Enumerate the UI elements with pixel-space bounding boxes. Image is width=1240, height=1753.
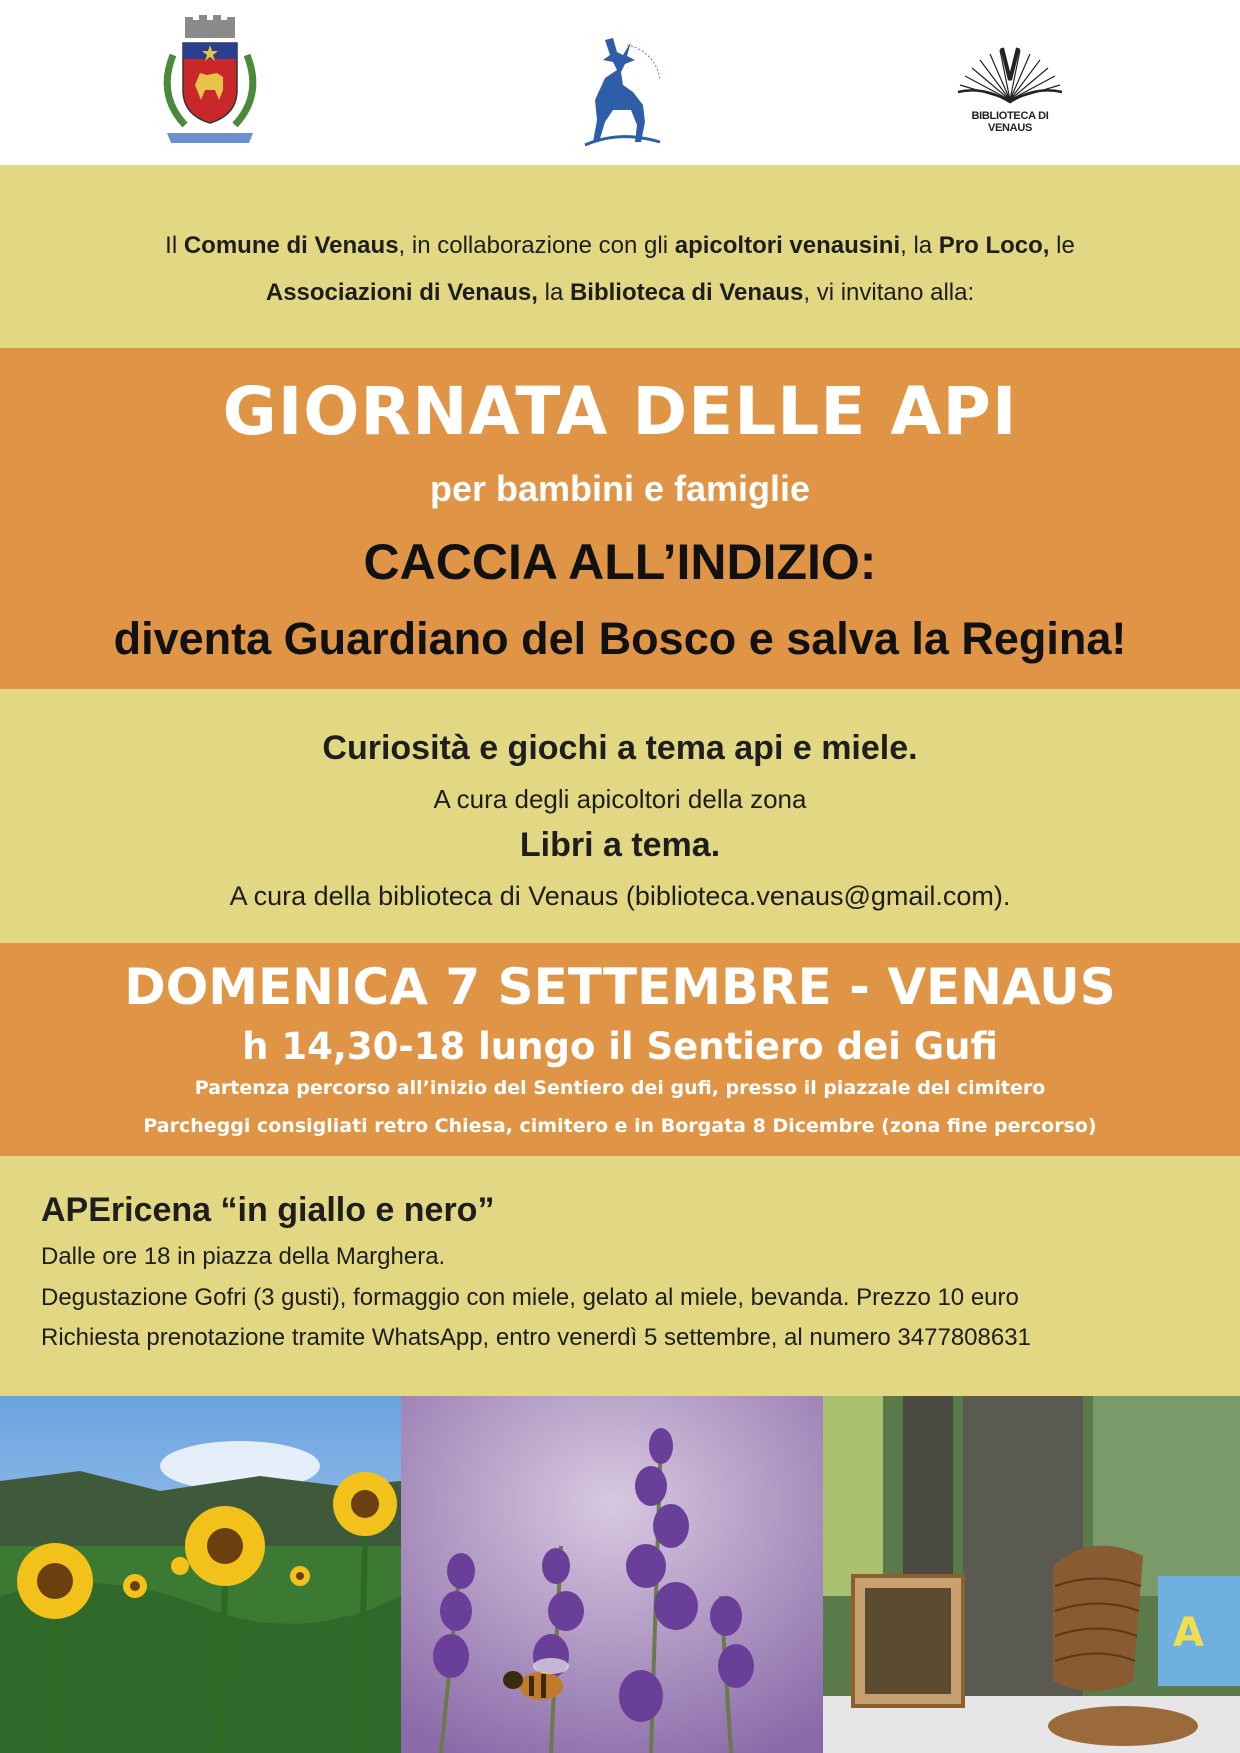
apericena-title: APEricena “in giallo e nero” bbox=[41, 1191, 495, 1229]
event-subtitle: per bambini e famiglie bbox=[429, 468, 811, 509]
activity-curiosities-credit: A cura degli apicoltori della zona bbox=[433, 784, 807, 814]
biblioteca-label: BIBLIOTECA DI VENAUS bbox=[971, 110, 1049, 134]
event-date: DOMENICA 7 SETTEMBRE - VENAUS bbox=[124, 958, 1116, 1016]
event-parking: Parcheggi consigliati retro Chiesa, cimitero e in Borgata 8 Dicembre (zona fine percorso) bbox=[143, 1115, 1097, 1137]
event-time: h 14,30-18 lungo il Sentiero dei Gufi bbox=[242, 1025, 998, 1068]
intro-section bbox=[0, 165, 1240, 348]
activities-section bbox=[0, 689, 1240, 943]
apericena-section bbox=[0, 1156, 1240, 1396]
beehive-basket-photo bbox=[823, 1396, 1240, 1753]
activity-books-heading: Libri a tema. bbox=[519, 826, 721, 864]
apericena-time-place: Dalle ore 18 in piazza della Marghera. bbox=[41, 1243, 446, 1270]
event-details-section bbox=[0, 943, 1240, 1156]
activity-books-credit: A cura della biblioteca di Venaus (biblioteca.venaus@gmail.com). bbox=[229, 881, 1011, 911]
treasure-hunt-heading: CACCIA ALL’INDIZIO: bbox=[363, 534, 877, 590]
biblioteca-book-logo bbox=[950, 40, 1070, 134]
pro-loco-deer-logo bbox=[565, 30, 675, 150]
sunflowers-photo bbox=[0, 1396, 401, 1753]
title-section bbox=[0, 348, 1240, 689]
intro-text: Il Comune di Venaus, in collaborazione con gli apicoltori venausini, la Pro Loco, le Associazioni di Venaus, la Biblioteca di Venaus, vi invitano alla: bbox=[165, 232, 1075, 306]
event-start-point: Partenza percorso all’inizio del Sentiero dei gufi, presso il piazzale del cimitero bbox=[194, 1077, 1046, 1099]
logo-header bbox=[0, 0, 1240, 165]
activity-curiosities-heading: Curiosità e giochi a tema api e miele. bbox=[322, 729, 918, 767]
svg-text:A: A bbox=[1173, 1610, 1204, 1656]
comune-coat-of-arms-logo bbox=[155, 15, 265, 150]
lavender-bee-photo bbox=[401, 1396, 823, 1753]
apericena-booking: Richiesta prenotazione tramite WhatsApp, entro venerdì 5 settembre, al numero 3477808631 bbox=[41, 1324, 1031, 1351]
photo-strip bbox=[0, 1396, 1240, 1753]
event-title: GIORNATA DELLE API bbox=[222, 373, 1018, 450]
apericena-menu-price: Degustazione Gofri (3 gusti), formaggio con miele, gelato al miele, bevanda. Prezzo 10 euro bbox=[41, 1284, 1019, 1311]
treasure-hunt-tagline: diventa Guardiano del Bosco e salva la Regina! bbox=[113, 613, 1127, 664]
